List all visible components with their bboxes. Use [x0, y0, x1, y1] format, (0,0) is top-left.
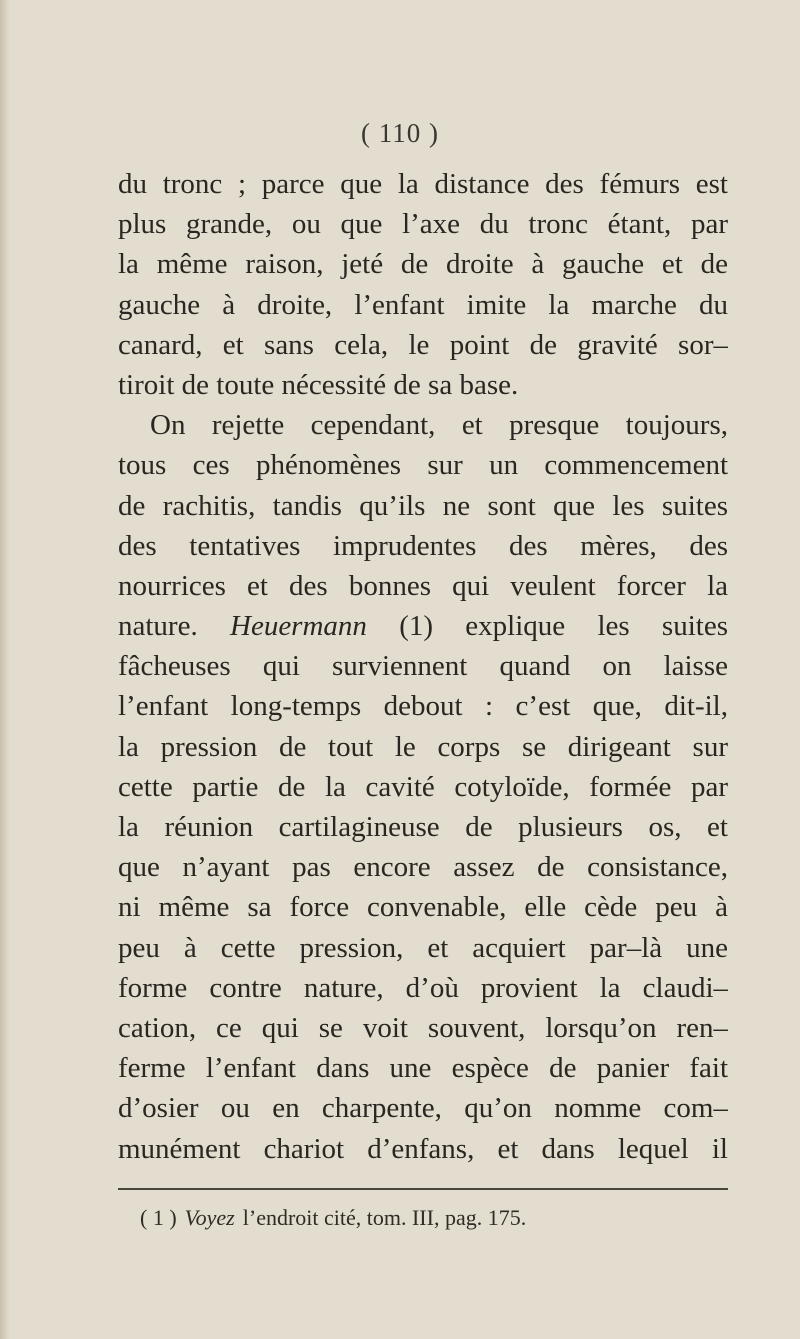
text-line: que n’ayant pas encore assez de consistance,	[118, 851, 728, 884]
text-line: forme contre nature, d’où provient la claudi–	[118, 971, 728, 1004]
text-line: la pression de tout le corps se dirigeant sur	[118, 730, 728, 763]
text-line: l’enfant long-temps debout : c’est que, dit-il,	[118, 690, 728, 723]
text-line: cation, ce qui se voit souvent, lorsqu’on ren–	[118, 1011, 728, 1044]
text-segment: (1) explique les suites	[366, 610, 728, 643]
page-gutter-shadow	[0, 0, 10, 1339]
text-line: peu à cette pression, et acquiert par–là une	[118, 931, 728, 964]
author-name-italic: Heuermann	[230, 610, 367, 643]
text-line: cette partie de la cavité cotyloïde, formée par	[118, 770, 728, 803]
text-line: la réunion cartilagineuse de plusieurs os, et	[118, 811, 728, 843]
text-line: plus grande, ou que l’axe du tronc étant, par	[118, 208, 728, 241]
text-line: du tronc ; parce que la distance des fémurs est	[118, 168, 728, 200]
text-line: gauche à droite, l’enfant imite la marche du	[118, 288, 728, 321]
text-line: fâcheuses qui surviennent quand on laisse	[118, 650, 728, 683]
footnote-marker: ( 1 )	[140, 1205, 177, 1230]
footnote	[140, 1205, 700, 1231]
text-line: tous ces phénomènes sur un commencement	[118, 449, 728, 482]
text-line: tiroit de toute nécessité de sa base.	[118, 368, 519, 401]
footnote-divider	[118, 1188, 728, 1190]
text-line: la même raison, jeté de droite à gauche et de	[118, 248, 728, 281]
text-line: On rejette cependant, et presque toujours,	[150, 409, 728, 442]
text-line: ni même sa force convenable, elle cède peu à	[118, 891, 728, 924]
text-line	[118, 606, 728, 646]
footnote-italic: Voyez	[184, 1205, 235, 1230]
text-line: nourrices et des bonnes qui veulent forcer la	[118, 569, 728, 602]
text-line: munément chariot d’enfans, et dans lequel il	[118, 1132, 728, 1165]
text-line: de rachitis, tandis qu’ils ne sont que les suites	[118, 489, 728, 522]
footnote-text: l’endroit cité, tom. III, pag. 175.	[242, 1205, 527, 1230]
page-number: ( 110 )	[361, 118, 439, 148]
text-line: des tentatives imprudentes des mères, des	[118, 529, 728, 562]
text-line: ferme l’enfant dans une espèce de panier fait	[118, 1052, 728, 1085]
body-text	[118, 164, 728, 1169]
text-line: d’osier ou en charpente, qu’on nomme com–	[118, 1092, 728, 1125]
text-segment: nature.	[118, 610, 230, 643]
text-line: canard, et sans cela, le point de gravité sor–	[118, 328, 728, 361]
